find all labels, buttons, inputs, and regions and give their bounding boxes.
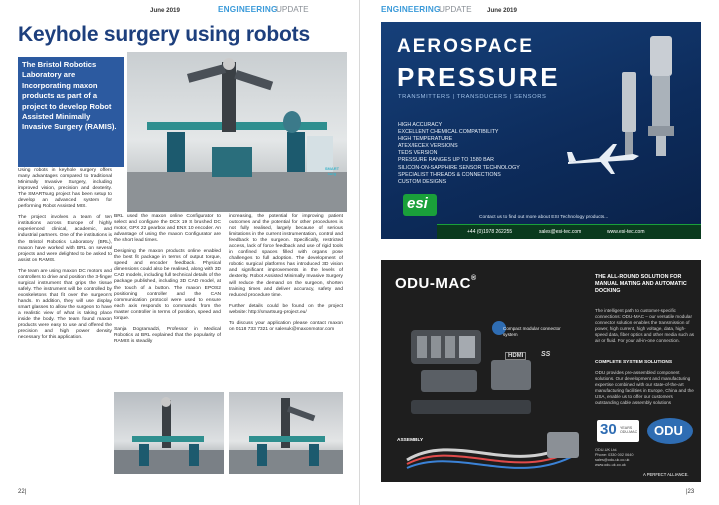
complete-systems-body: ODU provides pre-assembled component solutions. Our development and manufacturing expertise combined with our state-of-the-art manufacturing facilities in Europe, China and the USA, enable us to offer our customers outstanding cable assembly solutions [595,370,694,405]
esi-aerospace-ad [381,22,701,239]
connector-product-image [391,300,589,440]
ad-feature-item: SILICON-ON-SAPPHIRE SENSOR TECHNOLOGY [398,164,520,171]
col1-para-1: Using robots in keyhole surgery offers many advantages compared to traditional Minimally Invasive Surgery, including improved vision, precision and dexterity. The SMARTsurg project has been setup to develop an advanced system for performing Robot Assisted MIS. [18,168,112,210]
ad-feature-item: HIGH TEMPERATURE [398,136,453,143]
ad-feature-item: CUSTOM DESIGNS [398,178,447,185]
standfirst-text: The Bristol Robotics Laboratory are Incorporating maxon products as part of a project to develop Robot Assisted Minimally Invasive Surgery (RAMIS). [22,60,117,132]
esi-logo-text: esi [407,195,428,212]
ad-subtitle: TRANSMITTERS | TRANSDUCERS | SENSORS [398,94,547,100]
article-column-1 [18,168,112,346]
thirty-years-badge [597,420,639,442]
photo-robot-bottom-left [114,392,224,474]
hdmi-badge: HDMI [505,352,526,360]
ad-contact-bar [437,224,701,239]
page-divider [359,0,360,505]
odu-mac-brand [395,275,477,292]
odu-mac-ad [381,260,701,482]
left-header-date: June 2019 [150,7,180,14]
ad-feature-item: HIGH ACCURACY [398,122,443,128]
odu-mac-reg: ® [471,275,477,282]
esi-logo [403,194,437,216]
ad-phone: +44 (0)1978 262255 [467,229,513,235]
left-header-brand-update: UPDATE [276,5,309,14]
image-caption-label: SMART surg [324,166,340,176]
right-header [381,4,581,18]
col2-para-3: Sanja Dogramadzi, Professor in Medical Robotics at BRL explained that the popularity of RAMIS is steadily [114,326,221,344]
col3-para-3: To discuss your application please contact maxon on 0118 733 7321 or salesuk@maxonmotor.com [229,320,343,332]
standfirst-box [18,57,124,167]
ad-feature-item: PRESSURE RANGES UP TO 1580 BAR [398,157,494,164]
badge-years: 30 [600,421,617,438]
right-header-brand-update: UPDATE [439,5,472,14]
col3-para-2: Further details could be found on the project website: http://smartsurg-project.eu/ [229,303,343,315]
right-header-date: June 2019 [487,7,517,14]
ad-email: sales@esi-tec.com [539,229,582,235]
right-page-number: |23 [686,489,695,495]
address-line: Phone: 0330 002 0640 [595,452,634,457]
assembly-label: ASSEMBLY [397,438,424,443]
article-title: Keyhole surgery using robots [18,23,310,46]
complete-systems-label: COMPLETE SYSTEM SOLUTIONS [595,360,673,365]
ad-feature-item: ATEX/IECEX VERSIONS [398,143,458,150]
airplane-icon [563,140,643,180]
compact-label: Compact modular connector system [503,326,561,337]
ad-website: www.esi-tec.com [607,229,645,235]
ad-title-pressure: PRESSURE [397,62,561,92]
surgical-robot-image [127,52,347,212]
robot-illustration [127,52,347,212]
ad-feature-item: SPECIALIST THREADS & CONNECTIONS [398,171,501,178]
odu-logo-text: ODU [654,423,683,438]
col2-para-1: BRL used the maxon online Configurator to select and configure the DCX 19 S brushed DC motor, GPX 22 gearbox and ENX 10 encoder. An advantage of using the maxon Configurator are the short lead times. [114,214,221,244]
ad-contact-line: Contact us to find out more about ESI Technology products... [479,215,609,220]
photo-robot-bottom-right [229,392,343,474]
col1-para-3: The team are using maxon DC motors and controllers to drive and position the 3-finger surgical instrument that grips the tissue safely. The instrument will be controlled by exoskeletons that fit over the surgeon's hands. In addition, they will use display smart glasses to allow the surgeon to have a realistic view of what is taking place inside the body. The team found maxon products were easy to use and offered the precision and high power density necessary for this application. [18,268,112,341]
address-line: sales@odu-uk.co.uk [595,457,630,462]
address-line: ODU-UK Ltd. [595,448,618,452]
odu-address [595,448,633,468]
ad-title-aerospace: AEROSPACE [397,36,534,57]
col3-para-1: increasing, the potential for improving patient outcomes and the potential for other procedures is not fully realised, largely because of serious limitations in the current instrumentation, control and feedback to the surgeon. Specifically, restricted access, lack of force feedback and use of rigid tools in confined spaces filled with organs pose challenges to full adoption. The development of robotic surgical platforms has introduced 3D vision and significant improvements in the levels of dexterity. Robot Assisted Minimally Invasive Surgery will reduce the demand on the surgeon, shorten training times and deliver accuracy, safety and reduced procedure time. [229,214,343,298]
left-header-brand: ENGINEERING [218,5,278,14]
odu-mac-brand-text: ODU-MAC [395,275,471,292]
odu-logo [647,418,693,444]
ad-feature-item: TEDS VERSION [398,150,438,157]
article-column-2 [114,214,221,350]
odu-headline: THE ALL-ROUND SOLUTION FOR MANUAL MATING AND AUTOMATIC DOCKING [595,274,687,294]
odu-tagline: A PERFECT ALLIANCE. [643,472,689,477]
ad-feature-item: EXCELLENT CHEMICAL COMPATIBILITY [398,129,499,136]
address-line: www.odu-uk.co.uk [595,462,626,467]
col2-para-2: Designing the maxon products online enabled the best fit package in terms of output torque, speed and encoder feedback. Physical dimensions could also be realised, along with 3D CAD models, including full technical details of the package published, including 3D CAD model, at the touch of a button. The maxon EPOS2 positioning controller and the CAN communication protocol were used to ensure each axis responds to commands from the master controller in terms of position, speed and torque. [114,249,221,321]
odu-body: The intelligent path to customer-specific connections: ODU-MAC – our versatile modular connector solution enables the transmission of power, high current, high voltage, data, high-speed data, fiber optics and other media such as air or fluid. For your all-in-one connection. [595,308,695,343]
badge-text: YEARS ODU-MAC [620,426,638,434]
left-page-number: 22| [18,489,27,495]
left-header [150,4,350,18]
right-header-brand: ENGINEERING [381,5,441,14]
usb-badge: SS [541,351,551,358]
cable-assembly-image [397,420,587,475]
ad-feature-list [398,122,520,186]
col1-para-2: The project involves a team of ten institutions across Europe of highly experienced clinical, academic, and industrial partners. One of the institutions is the Bristol Robotics Laboratory (BRL), maxon have worked with BRL on several projects and were delighted to be asked to assist on RAMIS. [18,215,112,263]
article-column-3 [229,214,343,338]
